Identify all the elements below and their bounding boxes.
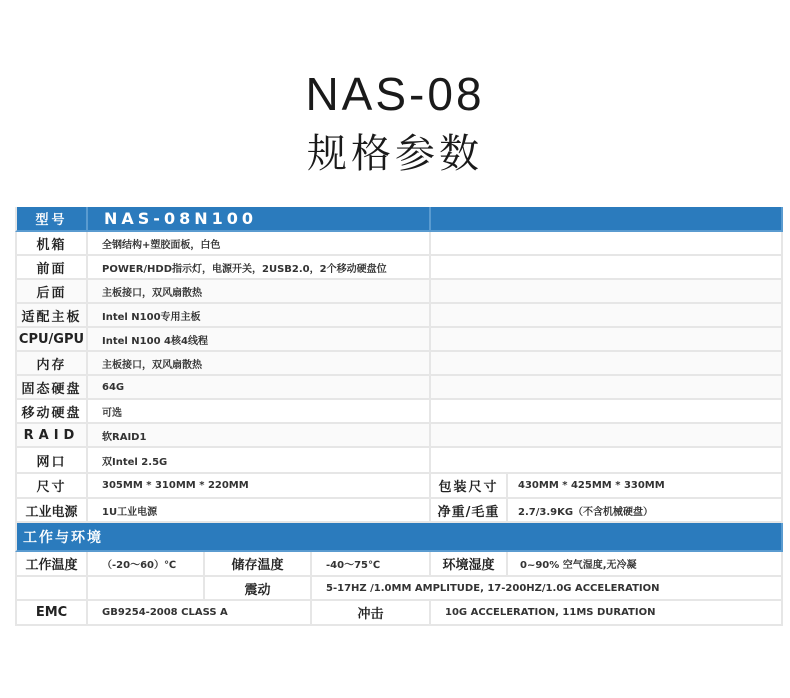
spec-blank	[431, 328, 783, 352]
spec-row-rear	[15, 280, 783, 304]
spec-label: 后面	[15, 280, 88, 304]
spec-value: 305MM * 310MM * 220MM	[88, 474, 431, 499]
spec-blank	[431, 448, 783, 474]
weight-label: 净重/毛重	[431, 499, 508, 523]
spec-label: 工业电源	[15, 499, 88, 523]
spec-row-motherboard	[15, 304, 783, 328]
spec-value: 64G	[88, 376, 431, 400]
spec-value: Intel N100 4核4线程	[88, 328, 431, 352]
spec-blank	[431, 352, 783, 376]
package-size-value: 430MM * 425MM * 330MM	[508, 474, 783, 499]
spec-blank	[431, 376, 783, 400]
spec-value: 主板接口，双风扇散热	[88, 280, 431, 304]
spec-value: 1U工业电源	[88, 499, 431, 523]
emc-value: GB9254-2008 CLASS A	[88, 601, 312, 626]
vibration-label: 震动	[205, 577, 312, 601]
package-size-label: 包装尺寸	[431, 474, 508, 499]
spec-row-raid	[15, 424, 783, 448]
spec-value: 主板接口，双风扇散热	[88, 352, 431, 376]
op-temp-label: 工作温度	[15, 552, 88, 577]
spec-blank	[431, 256, 783, 280]
spec-row-memory	[15, 352, 783, 376]
shock-value: 10G ACCELERATION, 11MS DURATION	[431, 601, 783, 626]
spec-label: RAID	[15, 424, 88, 448]
product-model-title: NAS-08	[305, 68, 485, 120]
spec-row-ssd	[15, 376, 783, 400]
spec-label: 移动硬盘	[15, 400, 88, 424]
spec-label: 网口	[15, 448, 88, 474]
storage-temp-label: 储存温度	[205, 552, 312, 577]
vibration-value: 5-17HZ /1.0MM AMPLITUDE, 17-200HZ/1.0G ACCELERATION	[312, 577, 783, 601]
weight-value: 2.7/3.9KG（不含机械硬盘）	[508, 499, 783, 523]
spec-blank	[431, 232, 783, 256]
env-blank	[15, 577, 88, 601]
spec-blank	[431, 280, 783, 304]
spec-blank	[431, 424, 783, 448]
spec-row-dimensions	[15, 474, 783, 499]
spec-row-psu	[15, 499, 783, 523]
spec-blank	[431, 400, 783, 424]
op-temp-value: （-20～60）℃	[88, 552, 205, 577]
shock-label: 冲击	[312, 601, 431, 626]
spec-value: 可选	[88, 400, 431, 424]
spec-label: 适配主板	[15, 304, 88, 328]
spec-row-cpu	[15, 328, 783, 352]
env-blank	[88, 577, 205, 601]
env-row-vibration	[15, 577, 783, 601]
spec-row-network	[15, 448, 783, 474]
humidity-value: 0~90% 空气湿度,无冷凝	[508, 552, 783, 577]
humidity-label: 环境湿度	[431, 552, 508, 577]
spec-value: 双Intel 2.5G	[88, 448, 431, 474]
spec-label: 内存	[15, 352, 88, 376]
env-row-emc	[15, 601, 783, 626]
spec-blank	[431, 304, 783, 328]
model-value: NAS-08N100	[88, 207, 431, 232]
model-label: 型号	[15, 207, 88, 232]
env-row-temperature	[15, 552, 783, 577]
spec-value: POWER/HDD指示灯，电源开关，2USB2.0，2个移动硬盘位	[88, 256, 431, 280]
storage-temp-value: -40～75℃	[312, 552, 431, 577]
spec-label: 前面	[15, 256, 88, 280]
spec-row-chassis	[15, 232, 783, 256]
model-header-blank	[431, 207, 783, 232]
emc-label: EMC	[15, 601, 88, 626]
spec-row-removable-drive	[15, 400, 783, 424]
environment-section-title: 工作与环境	[15, 523, 783, 552]
spec-row-front	[15, 256, 783, 280]
spec-value: Intel N100专用主板	[88, 304, 431, 328]
spec-value: 软RAID1	[88, 424, 431, 448]
spec-value: 全钢结构+塑胶面板，白色	[88, 232, 431, 256]
spec-label: CPU/GPU	[15, 328, 88, 352]
spec-sheet-title: 规格参数	[307, 131, 483, 177]
environment-section-header	[15, 523, 783, 552]
spec-label: 机箱	[15, 232, 88, 256]
spec-label: 尺寸	[15, 474, 88, 499]
model-header-row	[15, 207, 783, 232]
spec-label: 固态硬盘	[15, 376, 88, 400]
